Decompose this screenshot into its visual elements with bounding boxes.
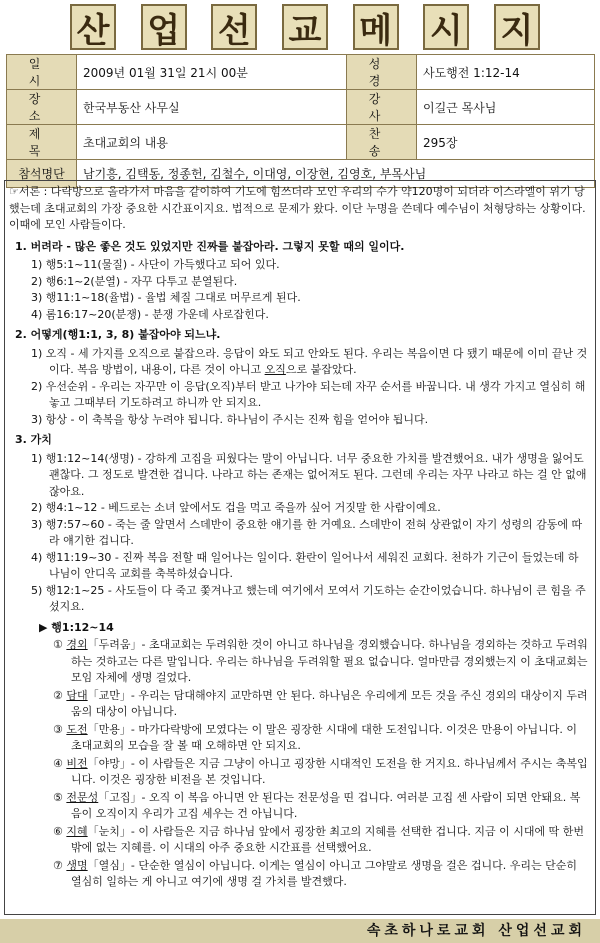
list-item: 2) 행4:1~12 - 베드로는 소녀 앞에서도 겁을 먹고 죽을까 싶어 거짓말 한 사람이예요. bbox=[31, 501, 441, 514]
point-item: ③ 도전「만용」- 마가다락방에 모였다는 이 말은 굉장한 시대에 대한 도전입니다. 이것은 만용이 아닙니다. 이 초대교회의 모습을 잘 볼 때 오해하면 안 되지요. bbox=[53, 722, 577, 752]
list-item: 5) 행12:1~25 - 사도들이 다 죽고 쫓겨나고 했는데 여기에서 모여서 기도하는 순간이었습니다. 하나님이 큰 힘을 주셨지요. bbox=[31, 583, 586, 613]
point-item: ② 담대「교만」- 우리는 담대해야지 교만하면 안 된다. 하나님은 우리에게 모든 것을 주신 경외의 대상이지 두려움의 대상이 아닙니다. bbox=[53, 688, 588, 718]
title-char: 메 bbox=[353, 4, 399, 50]
point-item: ⑥ 지혜「눈치」- 이 사람들은 지금 하나님 앞에서 굉장한 최고의 지혜를 선택한 겁니다. 지금 이 시대에 딱 한번밖에 없는 지혜를. 이 시대의 아주 중요한 시간표를 선택했어요. bbox=[53, 824, 584, 854]
title-char: 교 bbox=[282, 4, 328, 50]
list-item: 4) 행11:19~30 - 진짜 복음 전할 때 일어나는 일이다. 환란이 일어나서 세워진 교회다. 천하가 기근이 들었는데 하나님이 안디옥 교회를 축복하셨습니다. bbox=[31, 550, 579, 580]
point-item: ⑤ 전문성「고집」- 오직 이 복음 아니면 안 된다는 전문성을 띤 겁니다. 여러분 고집 센 사람이 되면 안돼요. 복음이 오직이지 우리가 고집 세우는 건 아닙니다. bbox=[53, 790, 581, 820]
underlined-word: 오직 bbox=[264, 363, 286, 376]
date-value: 2009년 01월 31일 21시 00분 bbox=[77, 55, 347, 90]
list-item: 1) 행5:1~11(물질) - 사단이 가득했다고 되어 있다. bbox=[31, 258, 280, 271]
text-label: 성 경 bbox=[347, 55, 417, 90]
title-char: 지 bbox=[494, 4, 540, 50]
hymn-value: 295장 bbox=[417, 125, 595, 160]
intro-paragraph: ☞서론 : 다락방으로 올라가서 마음을 같이하여 기도에 힘쓰더라 모인 우리의 수가 약120명이 되더라 이스라엘이 위기 당했는데 초대교회의 가장 중요한 시간표이지요. 법적으로 문제가 왔다. 이단 누명을 쓴데다 예수님이 처형당하는 상황이다. 이때에 모인 사람들이다. bbox=[9, 185, 586, 231]
list-item: 1) 오직 - 세 가지를 오직으로 붙잡으라. 응답이 와도 되고 안와도 된다. 우리는 복음이면 다 됐기 때문에 이미 끝난 것이다. 복음 방법이, 내용이, 다른 것이 아니고 오직으로 붙잡았다. bbox=[31, 346, 588, 376]
hymn-label: 찬 송 bbox=[347, 125, 417, 160]
list-item: 2) 행6:1~2(분열) - 자꾸 다투고 분열된다. bbox=[31, 274, 238, 288]
date-label: 일 시 bbox=[7, 55, 77, 90]
list-item: 2) 우선순위 - 우리는 자꾸만 이 응답(오직)부터 받고 나가야 되는데 자꾸 순서를 바꿉니다. 내 생각 가지고 열심히 해놓고 그때부터 기도하려고 하니까 안 되지요. bbox=[31, 379, 586, 409]
title-value: 초대교회의 내용 bbox=[77, 125, 347, 160]
list-item: 4) 롬16:17~20(분쟁) - 분쟁 가운데 사로잡힌다. bbox=[31, 307, 269, 321]
title-char: 산 bbox=[70, 4, 116, 50]
point-item: ④ 비전「야망」- 이 사람들은 지금 그냥이 아니고 굉장한 시대적인 도전을 한 거지요. 하나님께서 주시는 축복입니다. 이것은 굉장한 비전을 본 것입니다. bbox=[53, 756, 588, 786]
sermon-content bbox=[4, 180, 596, 915]
title-char: 선 bbox=[211, 4, 257, 50]
section-2-heading: 2. 어떻게(행1:1, 3, 8) 붙잡아야 되느냐. bbox=[15, 328, 221, 341]
section-3-heading: 3. 가치 bbox=[15, 433, 52, 446]
list-item: 3) 항상 - 이 축복을 항상 누려야 됩니다. 하나님이 주시는 진짜 힘을 얻어야 됩니다. bbox=[31, 412, 429, 426]
place-label: 장 소 bbox=[7, 90, 77, 125]
point-item: ⑦ 생명「열심」- 단순한 열심이 아닙니다. 이게는 열심이 아니고 그야말로 생명을 걸은 겁니다. 우리는 단순히 열심히 일하는 게 아니고 여기에 생명 걸 가치를 발견했다. bbox=[53, 858, 577, 888]
place-value: 한국부동산 사무실 bbox=[77, 90, 347, 125]
speaker-label: 강 사 bbox=[347, 90, 417, 125]
title-char: 업 bbox=[141, 4, 187, 50]
attendees-label: 참석명단 bbox=[7, 160, 77, 188]
attendees-value: 남기흥, 김택동, 정종헌, 김철수, 이대영, 이장현, 김영호, 부목사님 bbox=[77, 160, 595, 188]
text-value: 사도행전 1:12-14 bbox=[417, 55, 595, 90]
info-table bbox=[6, 54, 595, 188]
speaker-value: 이길근 목사님 bbox=[417, 90, 595, 125]
sub-heading: ▶ 행1:12~14 bbox=[39, 620, 114, 634]
point-item: ① 경외「두려움」- 초대교회는 두려워한 것이 아니고 하나님을 경외했습니다. 하나님을 경외하는 것하고 두려워하는 것하고는 다른 말입니다. 우리는 하나님을 두려워할 필요 없습니다. 얼마만큼 경외했는지 이 초대교회는 모임 자체에 생명 걸었다. bbox=[53, 638, 588, 684]
section-1-heading: 1. 버려라 - 많은 좋은 것도 있었지만 진짜를 붙잡아라. 그렇지 못할 때의 일이다. bbox=[15, 239, 405, 253]
page-title bbox=[70, 4, 540, 50]
footer-church-name: 속초하나로교회 산업선교회 bbox=[0, 919, 600, 943]
title-char: 시 bbox=[423, 4, 469, 50]
list-item: 3) 행7:57~60 - 죽는 줄 알면서 스데반이 중요한 얘기를 한 거예요. 스데반이 전혀 상관없이 자기 성령의 감동에 따라 얘기한 겁니다. bbox=[31, 517, 583, 547]
list-item: 3) 행11:1~18(율법) - 율법 체질 그대로 머무르게 된다. bbox=[31, 291, 301, 304]
list-item: 1) 행1:12~14(생명) - 강하게 고집을 피웠다는 말이 아닙니다. 너무 중요한 가치를 발견했어요. 내가 생명을 잃어도 괜찮다. 그 정도로 발견한 겁니다. 나라고 하는 존재는 없어져도 된다. 그런데 우리는 자꾸 나라고 하는 걸 안 없애잖아요. bbox=[31, 451, 587, 498]
title-label: 제 목 bbox=[7, 125, 77, 160]
